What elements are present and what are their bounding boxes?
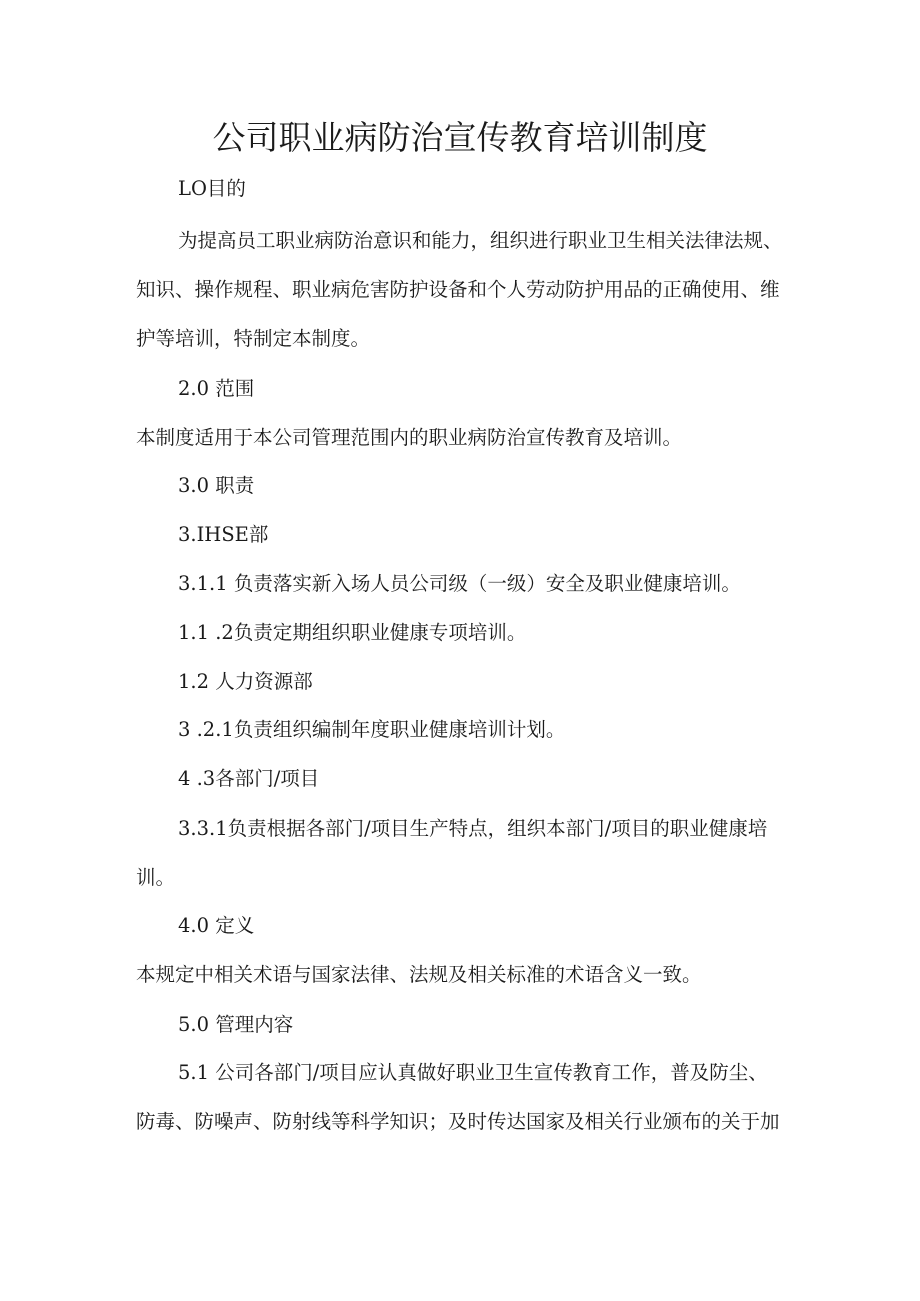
section-3-heading: 3.0 职责 [178,474,255,497]
purpose-paragraph-line-1: 为提高员工职业病防治意识和能力，组织进行职业卫生相关法律法规、 [178,229,783,252]
clause-3-1-1: 3.1.1 负责落实新入场人员公司级（一级）安全及职业健康培训。 [178,572,741,595]
subsection-hse-heading: 3.IHSE部 [178,523,269,546]
clause-5-1-line-1: 5.1 公司各部门/项目应认真做好职业卫生宣传教育工作，普及防尘、 [178,1061,768,1084]
subsection-departments-heading: 4 .3各部门/项目 [178,767,320,790]
section-1-heading: LO目的 [178,177,246,200]
definition-paragraph: 本规定中相关术语与国家法律、法规及相关标准的术语含义一致。 [136,963,702,986]
clause-3-3-1-line-1: 3.3.1负责根据各部门/项目生产特点，组织本部门/项目的职业健康培 [178,817,768,840]
scope-paragraph: 本制度适用于本公司管理范围内的职业病防治宣传教育及培训。 [136,426,683,449]
section-2-heading: 2.0 范围 [178,377,255,400]
section-4-heading: 4.0 定义 [178,914,255,937]
section-5-heading: 5.0 管理内容 [178,1013,294,1036]
document-title: 公司职业病防治宣传教育培训制度 [212,118,708,157]
purpose-paragraph-line-3: 护等培训，特制定本制度。 [136,327,371,350]
clause-5-1-line-2: 防毒、防噪声、防射线等科学知识；及时传达国家及相关行业颁布的关于加 [136,1110,780,1133]
subsection-hr-heading: 1.2 人力资源部 [178,670,313,693]
clause-1-1-2: 1.1 .2负责定期组织职业健康专项培训。 [178,621,527,644]
clause-3-3-1-line-2: 训。 [136,866,176,889]
clause-3-2-1: 3 .2.1负责组织编制年度职业健康培训计划。 [178,718,566,741]
purpose-paragraph-line-2: 知识、操作规程、职业病危害防护设备和个人劳动防护用品的正确使用、维 [136,278,780,301]
